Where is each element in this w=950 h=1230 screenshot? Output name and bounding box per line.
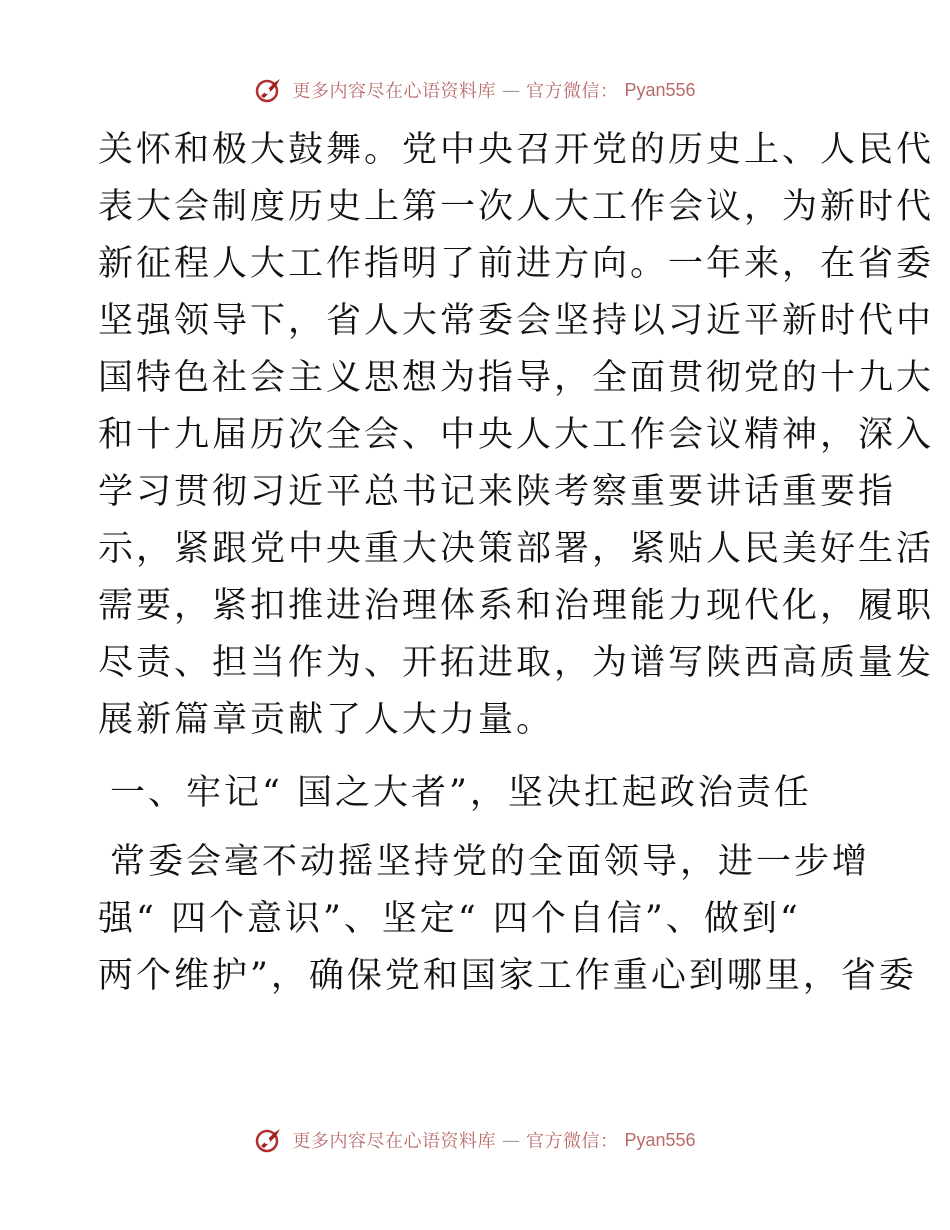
- text-line: 示，紧跟党中央重大决策部署，紧贴人民美好生活: [98, 529, 935, 569]
- text-line: 学习贯彻习近平总书记来陕考察重要讲话重要指: [98, 472, 897, 512]
- text-line: 国特色社会主义思想为指导，全面贯彻党的十九大: [98, 358, 935, 398]
- paragraph-1: [98, 122, 935, 749]
- watermark-dash: —: [501, 79, 520, 101]
- text-line: 关怀和极大鼓舞。党中央召开党的历史上、人民代: [98, 130, 935, 170]
- header-watermark: [0, 76, 950, 104]
- document-body: [98, 122, 935, 1005]
- watermark-dash: —: [501, 1129, 520, 1151]
- text-line: 常委会毫不动摇坚持党的全面领导，进一步增: [110, 842, 871, 882]
- section-heading: 一、牢记“ 国之大者”，坚决扛起政治责任: [110, 773, 812, 813]
- text-line: 尽责、担当作为、开拓进取，为谱写陕西高质量发: [98, 643, 935, 683]
- text-line: 两个维护”，确保党和国家工作重心到哪里，省委: [98, 956, 917, 996]
- text-line: 需要，紧扣推进治理体系和治理能力现代化，履职: [98, 586, 935, 626]
- paragraph-2: [98, 834, 917, 1005]
- text-line: 强“ 四个意识”、坚定“ 四个自信”、做到“: [98, 899, 801, 939]
- watermark-handle: Pyan556: [624, 1129, 696, 1150]
- watermark-official: 官方微信：: [525, 81, 619, 102]
- text-line: 和十九届历次全会、中央人大工作会议精神，深入: [98, 415, 935, 455]
- watermark-text: 更多内容尽在心语资料库: [292, 1131, 496, 1152]
- quill-seal-icon: [254, 76, 286, 104]
- watermark-text: 更多内容尽在心语资料库: [292, 81, 496, 102]
- watermark-handle: Pyan556: [624, 79, 696, 100]
- footer-watermark: [0, 1126, 950, 1154]
- text-line: 表大会制度历史上第一次人大工作会议，为新时代: [98, 187, 935, 227]
- text-line: 坚强领导下，省人大常委会坚持以习近平新时代中: [98, 301, 935, 341]
- text-line: 新征程人大工作指明了前进方向。一年来，在省委: [98, 244, 935, 284]
- text-line: 展新篇章贡献了人大力量。: [98, 700, 555, 740]
- watermark-official: 官方微信：: [525, 1131, 619, 1152]
- quill-seal-icon: [254, 1126, 286, 1154]
